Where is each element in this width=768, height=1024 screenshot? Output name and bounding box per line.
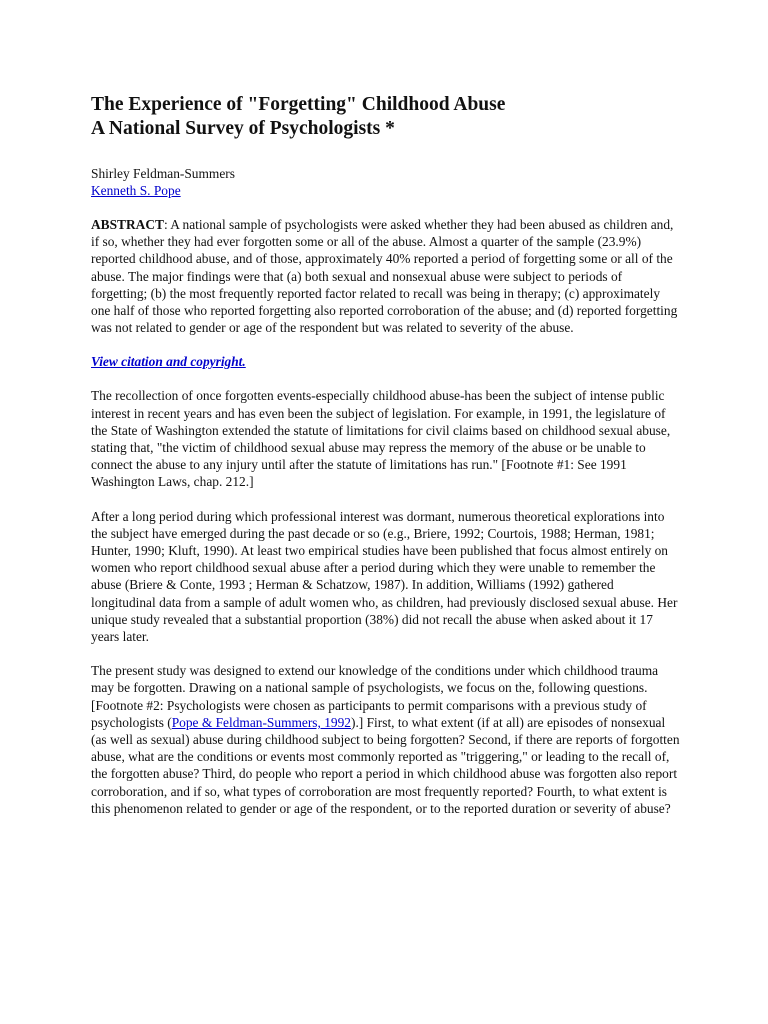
abstract-paragraph [91, 216, 681, 336]
body-paragraph-2: After a long period during which professional interest was dormant, numerous theoretical explorations into the subject have emerged during the past decade or so (e.g., Briere, 1992; Courtois, 1988; Herman, 1981; Hunter, 1990; Kluft, 1990). At least two empirical studies have been published that focus almost entirely on women who report childhood sexual abuse after a period during which they were unable to remember the abuse (Briere & Conte, 1993 ; Herman & Schatzow, 1987). In addition, Williams (1992) gathered longitudinal data from a sample of adult women who, as children, had previously disclosed sexual abuse. Her unique study revealed that a substantial proportion (38%) did not recall the abuse when asked about it 17 years later. [91, 508, 678, 645]
author-pope-link[interactable]: Kenneth S. Pope [91, 183, 181, 198]
title-line-2: A National Survey of Psychologists * [91, 118, 395, 139]
body-paragraph-1: The recollection of once forgotten events-especially childhood abuse-has been the subject of intense public interest in recent years and has even been the subject of legislation. For example, in 1991, the legislature of the State of Washington extended the statute of limitations for civil claims based on childhood sexual abuse, stating that, "the victim of childhood sexual abuse may repress the memory of the abuse or be unable to connect the abuse to any injury until after the statute of limitations has run." [Footnote #1: See 1991 Washington Laws, chap. 212.] [91, 388, 671, 490]
view-citation-link[interactable]: View citation and copyright. [91, 354, 246, 370]
pope-feldman-summers-1992-link[interactable]: Pope & Feldman-Summers, 1992 [171, 714, 351, 730]
abstract-label: ABSTRACT [91, 217, 164, 232]
paragraph-3-text-after: ).] First, to what extent (if at all) are episodes of nonsexual (as well as sexual) abuse during childhood subject to being forgotten? Second, if there are reports of forgotten abuse, what are the conditions or events most commonly reported as "triggering," or leading to the recall of, the forgotten abuse? Third, do people who report a period in which childhood abuse was forgotten also report corroboration, and if so, what types of corroboration are most frequently reported? Fourth, to what extent is this phenomenon related to gender or age of the respondent, or to the reported duration or severity of abuse? [91, 714, 680, 816]
author-feldman-summers: Shirley Feldman-Summers [91, 166, 235, 181]
title-line-1: The Experience of "Forgetting" Childhood Abuse [91, 94, 506, 115]
page-title [91, 93, 681, 141]
paragraph-3-text-before: The present study was designed to extend our knowledge of the conditions under which childhood trauma may be forgotten. Drawing on a national sample of psychologists, we focus on the, following questions. [Footnote #2: Psychologists were chosen as participants to permit comparisons with a previous study of psychologists ( [91, 663, 659, 730]
citation-section [91, 353, 681, 370]
body-paragraph-3 [91, 662, 681, 817]
author-list [91, 165, 681, 199]
abstract-text: : A national sample of psychologists were asked whether they had been abused as children and, if so, whether they had ever forgotten some or all of the abuse. Almost a quarter of the sample (23.9%) reported childhood abuse, and of those, approximately 40% reported a period of forgetting some or all of the abuse. The major findings were that (a) both sexual and nonsexual abuse were subject to periods of forgetting; (b) the most frequently reported factor related to recall was being in therapy; (c) approximately one half of those who reported forgetting also reported corroboration of the abuse; and (d) reported forgetting was not related to gender or age of the respondent but was related to severity of the abuse. [91, 217, 678, 336]
document-page [91, 93, 681, 834]
